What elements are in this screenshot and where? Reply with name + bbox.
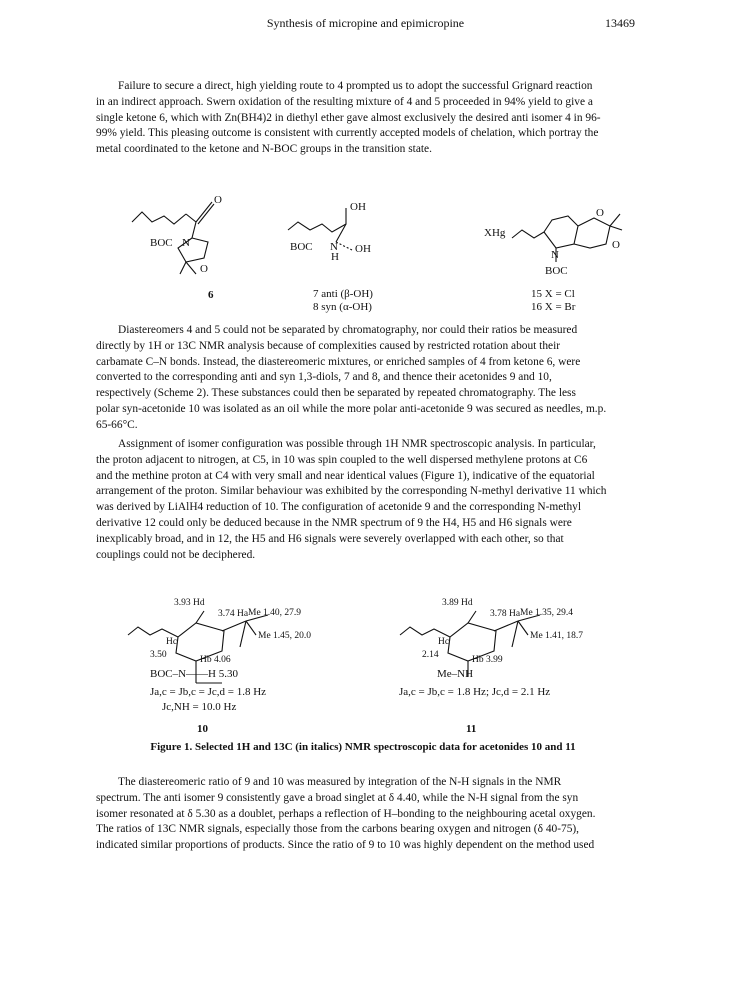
shift-hb-10: Hb 4.06 (200, 655, 231, 665)
shift-me1-10: Me 1.40, 27.9 (248, 608, 302, 618)
coupling-nh-10: Jc,NH = 10.0 Hz (162, 701, 237, 713)
text-line: The ratios of 13C NMR signals, especially those from the carbons bearing oxygen and nitrogen (δ 40-75), (96, 823, 580, 836)
shift-me2-11: Me 1.41, 18.7 (530, 631, 584, 641)
text-line: isomer resonated at δ 5.30 as a doublet, perhaps a reflection of H–bonding to the neighbouring acetal oxygen. (96, 807, 596, 820)
running-title: Synthesis of micropine and epimicropine (266, 16, 465, 30)
couplings-11: Ja,c = Jb,c = 1.8 Hz; Jc,d = 2.1 Hz (399, 686, 551, 698)
text-line: carbamate C–N bonds. Instead, the diastereomeric mixtures, or enriched samples of 4 from ketone 6, were (96, 355, 581, 368)
compound-label-7: 7 anti (β-OH) (313, 288, 373, 300)
text-line: was derived by LiAlH4 reduction of 10. The configuration of acetonide 9 and the corresponding N-methyl (96, 501, 582, 514)
text-line: couplings could not be deciphered. (96, 548, 256, 561)
text-line: single ketone 6, which with Zn(BH4)2 in diethyl ether gave almost exclusively the desired anti isomer 4 in 96- (96, 111, 601, 124)
atom-oh: OH (355, 243, 371, 255)
text-line: derivative 12 could only be deduced because in the NMR spectrum of 9 the H4, H5 and H6 signals were (96, 516, 572, 529)
shift-ha-11: 3.78 Ha (490, 609, 521, 619)
ring-15 (544, 216, 578, 248)
atom-o: O (200, 263, 208, 275)
text-line: and the methine proton at C4 with very small and near identical values (Figure 1), indicative of the equatorial (96, 469, 595, 482)
text-line: indicated similar proportions of products. Since the ratio of 9 to 10 was highly dependent on the method used (96, 839, 595, 852)
page-number: 13469 (605, 16, 635, 30)
shift-ha-10: 3.74 Ha (218, 609, 249, 619)
atom-o: O (214, 194, 222, 206)
text-line: arrangement of the proton. Similar behaviour was exhibited by the corresponding N-methyl derivative 11 which (96, 485, 607, 498)
atom-o: O (612, 239, 620, 251)
compound-label-10: 10 (197, 723, 208, 735)
text-line: 99% yield. This pleasing outcome is consistent with currently accepted models of chelation, which portray the (96, 127, 599, 140)
running-header (0, 16, 731, 36)
shift-hc-10: 3.50 (150, 650, 167, 660)
shift-me2-10: Me 1.45, 20.0 (258, 631, 312, 641)
text-line: Failure to secure a direct, high yielding route to 4 prompted us to adopt the successful Grignard reaction (118, 80, 593, 92)
shift-me1-11: Me 1.35, 29.4 (520, 608, 574, 618)
paragraph-4 (96, 775, 630, 854)
compound-label-15: 15 X = Cl (531, 288, 575, 300)
scheme-structures (0, 190, 731, 300)
text-line: spectrum. The anti isomer 9 consistently gave a broad singlet at δ 4.40, while the N-H signal from the syn (96, 791, 579, 804)
text-line: in an indirect approach. Swern oxidation of the resulting mixture of 4 and 5 proceeded in 94% yield to give a (96, 95, 593, 108)
couplings-10: Ja,c = Jb,c = Jc,d = 1.8 Hz (150, 686, 267, 698)
nh-10: BOC–N——H 5.30 (150, 668, 239, 680)
shift-hd-10: 3.93 Hd (174, 598, 205, 608)
atom-oh: OH (350, 201, 366, 213)
paragraph-3 (96, 437, 630, 563)
acetonide-ring-15 (574, 218, 610, 248)
paragraph-2 (96, 323, 630, 434)
atom-boc: BOC (150, 237, 173, 249)
text-line: Diastereomers 4 and 5 could not be separated by chromatography, nor could their ratios be measured (118, 324, 578, 336)
atom-n: N (551, 249, 559, 261)
compound-label-8: 8 syn (α-OH) (313, 301, 372, 313)
allyl-chain-6 (132, 212, 186, 224)
atom-xhg: XHg (484, 227, 506, 239)
text-line: The diastereomeric ratio of 9 and 10 was measured by integration of the N-H signals in the NMR (118, 776, 562, 788)
atom-h: H (331, 251, 339, 263)
figure-caption: Figure 1. Selected 1H and 13C (in italics) NMR spectroscopic data for acetonides 10 and 11 (150, 741, 576, 753)
text-line: polar syn-acetonide 10 was isolated as an oil while the more polar anti-acetonide 9 was secured as needles, m.p. (96, 402, 607, 415)
text-line: metal coordinated to the ketone and N-BOC groups in the transition state. (96, 143, 432, 156)
text-line: directly by 1H or 13C NMR analysis because of complexities caused by restricted rotation about their (96, 339, 561, 352)
atom-n: N (182, 237, 190, 249)
shift-hb-11: Hb 3.99 (472, 655, 503, 665)
nh-11: Me–NH (437, 668, 474, 680)
chain-7 (288, 208, 346, 232)
atom-boc: BOC (290, 241, 313, 253)
label-hc-10: Hc (166, 637, 178, 647)
text-line: Assignment of isomer configuration was possible through 1H NMR spectroscopic analysis. In particular, (118, 438, 596, 450)
text-line: converted to the corresponding anti and syn 1,3-diols, 7 and 8, and thence their acetonides 9 and 10, (96, 371, 552, 384)
shift-hc-11: 2.14 (422, 650, 439, 660)
atom-boc: BOC (545, 265, 568, 277)
chain-15 (512, 230, 544, 238)
text-line: respectively (Scheme 2). These substances could then be separated by repeated chromatography. The less (96, 387, 576, 400)
label-hc-11: Hc (438, 637, 450, 647)
paragraph-1 (96, 79, 630, 158)
compound-label-16: 16 X = Br (531, 301, 576, 313)
compound-label-6: 6 (208, 289, 214, 301)
shift-hd-11: 3.89 Hd (442, 598, 473, 608)
compound-label-11: 11 (466, 723, 477, 735)
atom-n: N (330, 241, 338, 253)
text-line: inexplicably broad, and in 12, the H5 and H6 signals were severely overlapped with each other, so that (96, 532, 564, 545)
text-line: the proton adjacent to nitrogen, at C5, in 10 was spin coupled to the well dispersed methylene protons at C6 (96, 453, 588, 466)
atom-o: O (596, 207, 604, 219)
figure-1-structures (0, 595, 731, 725)
text-line: 65-66°C. (96, 418, 138, 431)
